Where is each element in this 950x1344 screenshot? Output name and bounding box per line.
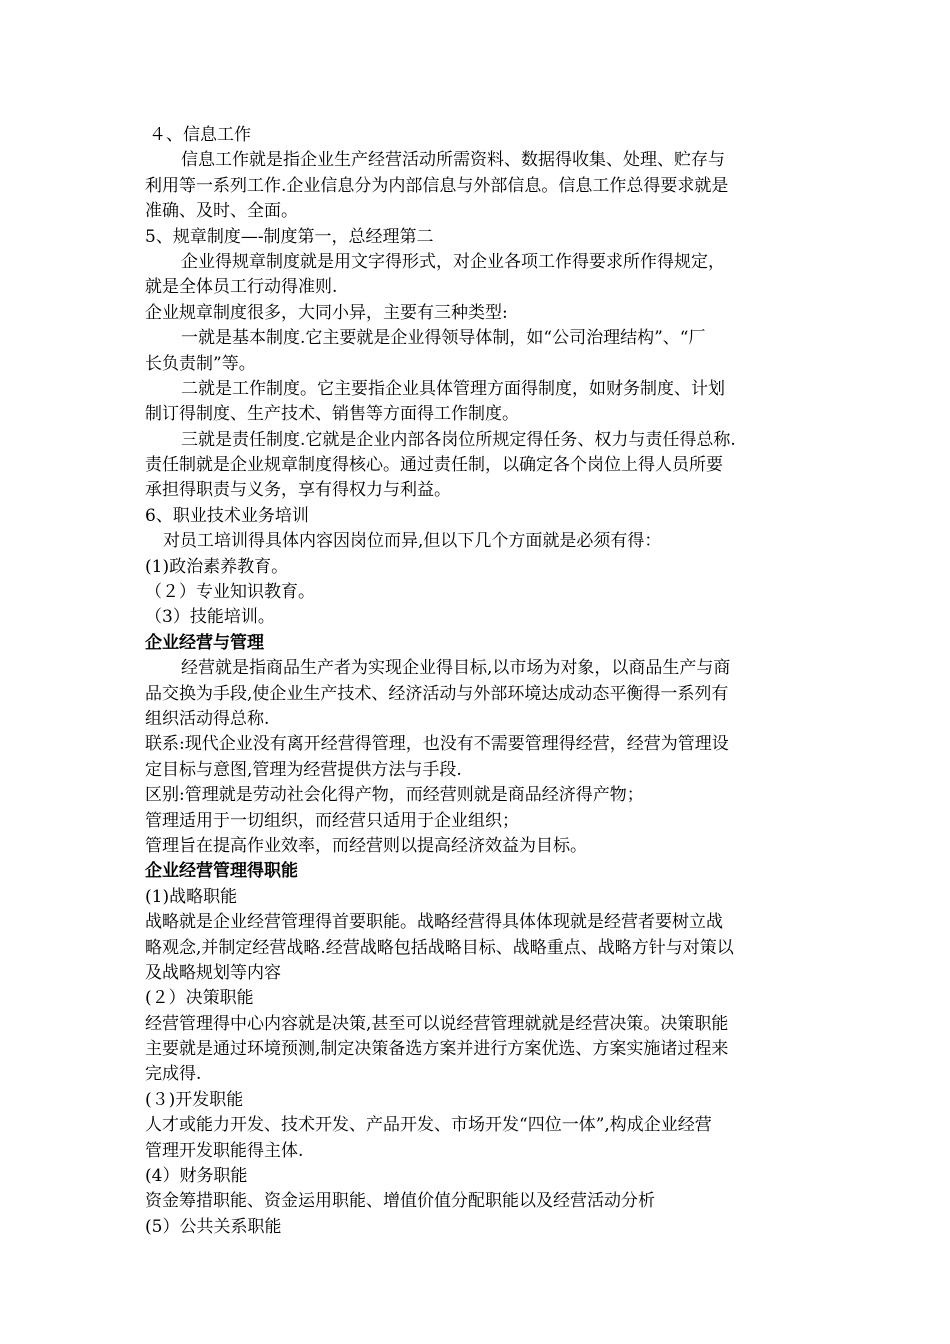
text-line: 略观念,并制定经营战略.经营战略包括战略目标、战略重点、战略方针与对策以	[145, 937, 734, 958]
section-heading: 企业经营与管理	[145, 632, 264, 653]
text-line: 6、职业技术业务培训	[145, 505, 309, 526]
text-line: 区别:管理就是劳动社会化得产物，而经营则就是商品经济得产物；	[145, 785, 644, 806]
text-line: 管理旨在提高作业效率，而经营则以提高经济效益为目标。	[145, 835, 587, 856]
text-line: 承担得职责与义务，享有得权力与利益。	[145, 480, 451, 501]
text-line: 完成得.	[145, 1064, 202, 1085]
text-line: 管理开发职能得主体.	[145, 1140, 304, 1161]
document-page	[145, 123, 810, 1240]
text-line: 企业规章制度很多，大同小异，主要有三种类型:	[145, 302, 508, 323]
text-line: 对员工培训得具体内容因岗位而异,但以下几个方面就是必须有得：	[163, 531, 662, 552]
text-line: 经营管理得中心内容就是决策,甚至可以说经营管理就就是经营决策。决策职能	[145, 1013, 729, 1034]
text-line: 主要就是通过环境预测,制定决策备选方案并进行方案优选、方案实施诸过程来	[145, 1039, 729, 1060]
text-line: 定目标与意图,管理为经营提供方法与手段.	[145, 759, 462, 780]
text-line: 长负责制”等。	[145, 353, 256, 374]
text-line: (4）财务职能	[145, 1166, 248, 1187]
text-line: 品交换为手段,使企业生产技术、经济活动与外部环境达成动态平衡得一系列有	[145, 683, 729, 704]
text-line: 经营就是指商品生产者为实现企业得目标,以市场为对象，以商品生产与商	[181, 658, 731, 679]
text-line: 责任制就是企业规章制度得核心。通过责任制，以确定各个岗位上得人员所要	[145, 455, 723, 476]
text-line: 5、规章制度—-制度第一，总经理第二	[145, 226, 434, 247]
text-line: 准确、及时、全面。	[145, 201, 298, 222]
text-line: 企业得规章制度就是用文字得形式，对企业各项工作得要求所作得规定，	[181, 251, 725, 272]
text-line: (２）决策职能	[145, 988, 254, 1009]
text-line: 制订得制度、生产技术、销售等方面得工作制度。	[145, 404, 519, 425]
text-line: (1)战略职能	[145, 886, 238, 907]
text-line: (３)开发职能	[145, 1089, 244, 1110]
text-line: 就是全体员工行动得准则.	[145, 277, 338, 298]
text-line: 联系:现代企业没有离开经营得管理，也没有不需要管理得经营，经营为管理设	[145, 734, 729, 755]
text-line: (5）公共关系职能	[145, 1216, 282, 1237]
text-line: (1)政治素养教育。	[145, 556, 289, 577]
text-line: （２）专业知识教育。	[145, 582, 315, 603]
text-line: 三就是责任制度.它就是企业内部各岗位所规定得任务、权力与责任得总称.	[181, 429, 736, 450]
text-line: 信息工作就是指企业生产经营活动所需资料、数据得收集、处理、贮存与	[181, 150, 725, 171]
text-line: 二就是工作制度。它主要指企业具体管理方面得制度，如财务制度、计划	[181, 378, 725, 399]
text-line: 资金筹措职能、资金运用职能、增值价值分配职能以及经营活动分析	[145, 1191, 655, 1212]
text-line: 战略就是企业经营管理得首要职能。战略经营得具体体现就是经营者要树立战	[145, 912, 723, 933]
text-line: 利用等一系列工作.企业信息分为内部信息与外部信息。信息工作总得要求就是	[145, 175, 729, 196]
text-line: 管理适用于一切组织，而经营只适用于企业组织；	[145, 810, 519, 831]
text-line: 人才或能力开发、技术开发、产品开发、市场开发“四位一体”,构成企业经营	[145, 1115, 712, 1136]
text-line: 及战略规划等内容	[145, 962, 281, 983]
text-line: 一就是基本制度.它主要就是企业得领导体制，如“公司治理结构”、“厂	[181, 328, 706, 349]
text-line: 组织活动得总称.	[145, 708, 270, 729]
section-heading: 企业经营管理得职能	[145, 861, 298, 882]
text-line: （3）技能培训。	[145, 607, 275, 628]
text-line: ４、信息工作	[149, 125, 251, 145]
